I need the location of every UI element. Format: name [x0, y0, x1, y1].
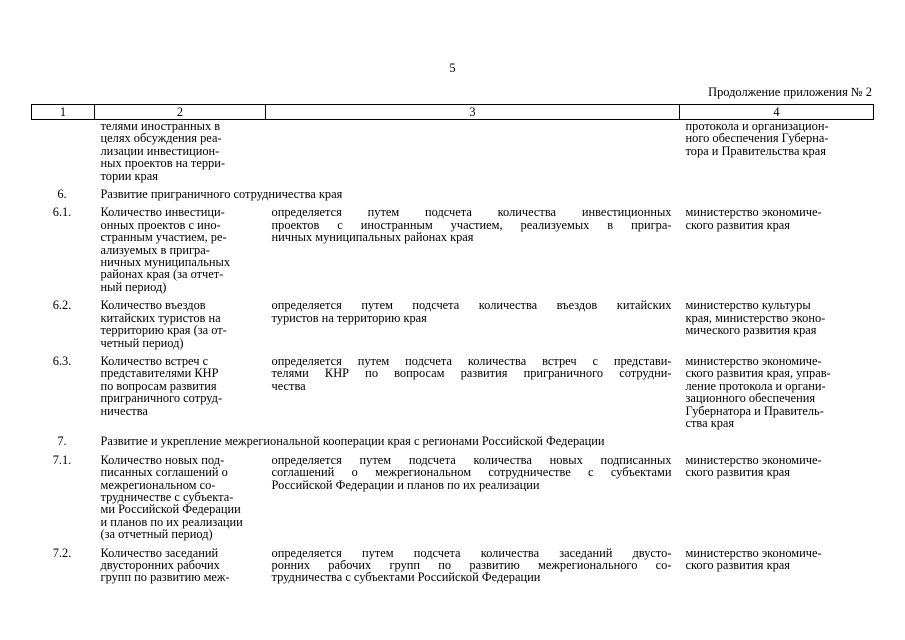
cell-line: ничества	[100, 403, 148, 418]
cell-line: трудничества с субъектами Российской Федерации	[271, 570, 541, 585]
method-cell	[266, 200, 680, 293]
cell-line: определяется путем подсчета количества встреч с представи-	[271, 353, 672, 368]
method-cell	[266, 293, 680, 349]
cell-line: ского развития края	[685, 558, 790, 572]
cell-line: Российской Федерации и планов по их реализации	[271, 477, 540, 492]
cell-line: межрегиональном со-	[100, 477, 216, 492]
table-body	[32, 120, 874, 584]
section-title: Развитие и укрепление межрегиональной кооперации края с регионами Российской Федерации	[100, 434, 605, 449]
cell-line: приграничного сотруд-	[100, 391, 223, 406]
cell-line: телями КНР по вопросам развития приграничного сотрудни-	[271, 366, 672, 381]
responsible-cell	[680, 349, 874, 429]
cell-line: министерство культуры	[685, 298, 811, 313]
cell-line: министерство экономиче-	[685, 452, 822, 467]
cell-line: двусторонних рабочих	[100, 558, 220, 572]
cell-line: ничных муниципальных районах края	[271, 230, 474, 245]
section-row	[32, 429, 874, 447]
table-row	[32, 541, 874, 584]
indicator-cell	[95, 448, 266, 541]
cell-line: зационного обеспечения	[685, 391, 816, 406]
cell-line: ализуемых в пригра-	[100, 242, 210, 257]
header-col-1: 1	[32, 105, 95, 120]
cell-line: определяется путем подсчета количества заседаний двусто-	[271, 545, 672, 560]
responsible-cell	[680, 541, 874, 584]
row-number: 6.1.	[52, 205, 72, 220]
indicator-cell	[95, 349, 266, 429]
header-col-4: 4	[680, 105, 874, 120]
row-number: 7.1.	[52, 452, 72, 467]
header-col-3: 3	[266, 105, 680, 120]
table-header-row	[32, 105, 874, 120]
method-cell	[266, 448, 680, 541]
cell-line: по вопросам развития	[100, 378, 217, 393]
cell-line: проектов с иностранным участием, реализуемых в пригра-	[271, 217, 672, 232]
cell-line: представителями КНР	[100, 366, 219, 381]
method-cell	[266, 541, 680, 584]
indicators-table	[31, 104, 874, 584]
cell-line: Количество заседаний	[100, 545, 219, 560]
cell-line: онных проектов с ино-	[100, 217, 221, 232]
section-number: 6.	[57, 187, 67, 202]
cell-line: определяется путем подсчета количества новых подписанных	[271, 452, 672, 467]
indicator-cell	[95, 293, 266, 349]
row-number: 6.3.	[52, 353, 72, 368]
cell-line: соглашений о межрегиональном сотрудничестве с субъектами	[271, 465, 672, 480]
cell-line: лизации инвестицион-	[100, 143, 220, 158]
cell-line: министерство экономиче-	[685, 353, 822, 368]
cell-line: (за отчетный период)	[100, 527, 213, 542]
row-number: 6.2.	[52, 298, 72, 313]
table-row	[32, 349, 874, 429]
method-cell	[266, 349, 680, 429]
cell-line: трудничестве с субъекта-	[100, 489, 234, 504]
cell-line: чества	[271, 378, 306, 393]
cell-line: Количество новых под-	[100, 452, 225, 467]
cell-line: Губернатора и Правитель-	[685, 403, 824, 418]
table-row	[32, 200, 874, 293]
cell-line: Количество встреч с	[100, 353, 209, 368]
responsible-cell	[680, 120, 874, 183]
cell-line: целях обсуждения реа-	[100, 131, 222, 146]
cell-line: ный период)	[100, 279, 167, 294]
cell-line: ского развития края, управ-	[685, 366, 831, 381]
row-number: 7.2.	[52, 545, 72, 560]
cell-line: ми Российской Федерации	[100, 502, 241, 517]
cell-line: тории края	[100, 168, 158, 183]
page-number: 5	[449, 61, 456, 75]
cell-line: края, министерство эконо-	[685, 310, 826, 325]
cell-line: странным участием, ре-	[100, 230, 227, 245]
cell-line: тора и Правительства края	[685, 143, 826, 158]
cell-line: ничных муниципальных	[100, 255, 231, 270]
row-number	[32, 120, 95, 183]
cell-line: туристов на территорию края	[271, 310, 427, 325]
cell-line: писанных соглашений о	[100, 465, 228, 480]
cell-line: Количество въездов	[100, 298, 206, 313]
cell-line: Количество инвестици-	[100, 205, 225, 220]
section-number: 7.	[57, 434, 67, 449]
cell-line: определяется путем подсчета количества инвестиционных	[271, 205, 672, 220]
cell-line: ского развития края	[685, 217, 790, 232]
header-col-2: 2	[95, 105, 266, 120]
cell-line: районах края (за отчет-	[100, 267, 224, 282]
cell-line: определяется путем подсчета количества въездов китайских	[271, 298, 672, 313]
cell-line: ства края	[685, 415, 735, 430]
table-row	[32, 293, 874, 349]
section-title: Развитие приграничного сотрудничества края	[100, 187, 343, 202]
table-row	[32, 120, 874, 183]
responsible-cell	[680, 293, 874, 349]
responsible-cell	[680, 200, 874, 293]
section-row	[32, 182, 874, 200]
responsible-cell	[680, 448, 874, 541]
cell-line: министерство экономиче-	[685, 205, 822, 220]
cell-line: китайских туристов на	[100, 310, 221, 325]
cell-line: четный период)	[100, 335, 184, 350]
continuation-note: Продолжение приложения № 2	[708, 85, 872, 99]
method-cell	[266, 120, 680, 183]
table-row	[32, 448, 874, 541]
cell-line: ных проектов на терри-	[100, 156, 225, 171]
indicator-cell	[95, 541, 266, 584]
indicator-cell	[95, 200, 266, 293]
cell-line: министерство экономиче-	[685, 545, 822, 560]
cell-line: ронних рабочих групп по развитию межрегионального со-	[271, 558, 672, 572]
cell-line: ного обеспечения Губерна-	[685, 131, 829, 146]
indicator-cell	[95, 120, 266, 183]
cell-line: мического развития края	[685, 323, 817, 338]
cell-line: групп по развитию меж-	[100, 570, 230, 585]
cell-line: телями иностранных в	[100, 119, 221, 133]
cell-line: ского развития края	[685, 465, 790, 480]
cell-line: территорию края (за от-	[100, 323, 227, 338]
cell-line: и планов по их реализации	[100, 514, 243, 529]
cell-line: ление протокола и органи-	[685, 378, 826, 393]
cell-line: протокола и организацион-	[685, 119, 829, 133]
